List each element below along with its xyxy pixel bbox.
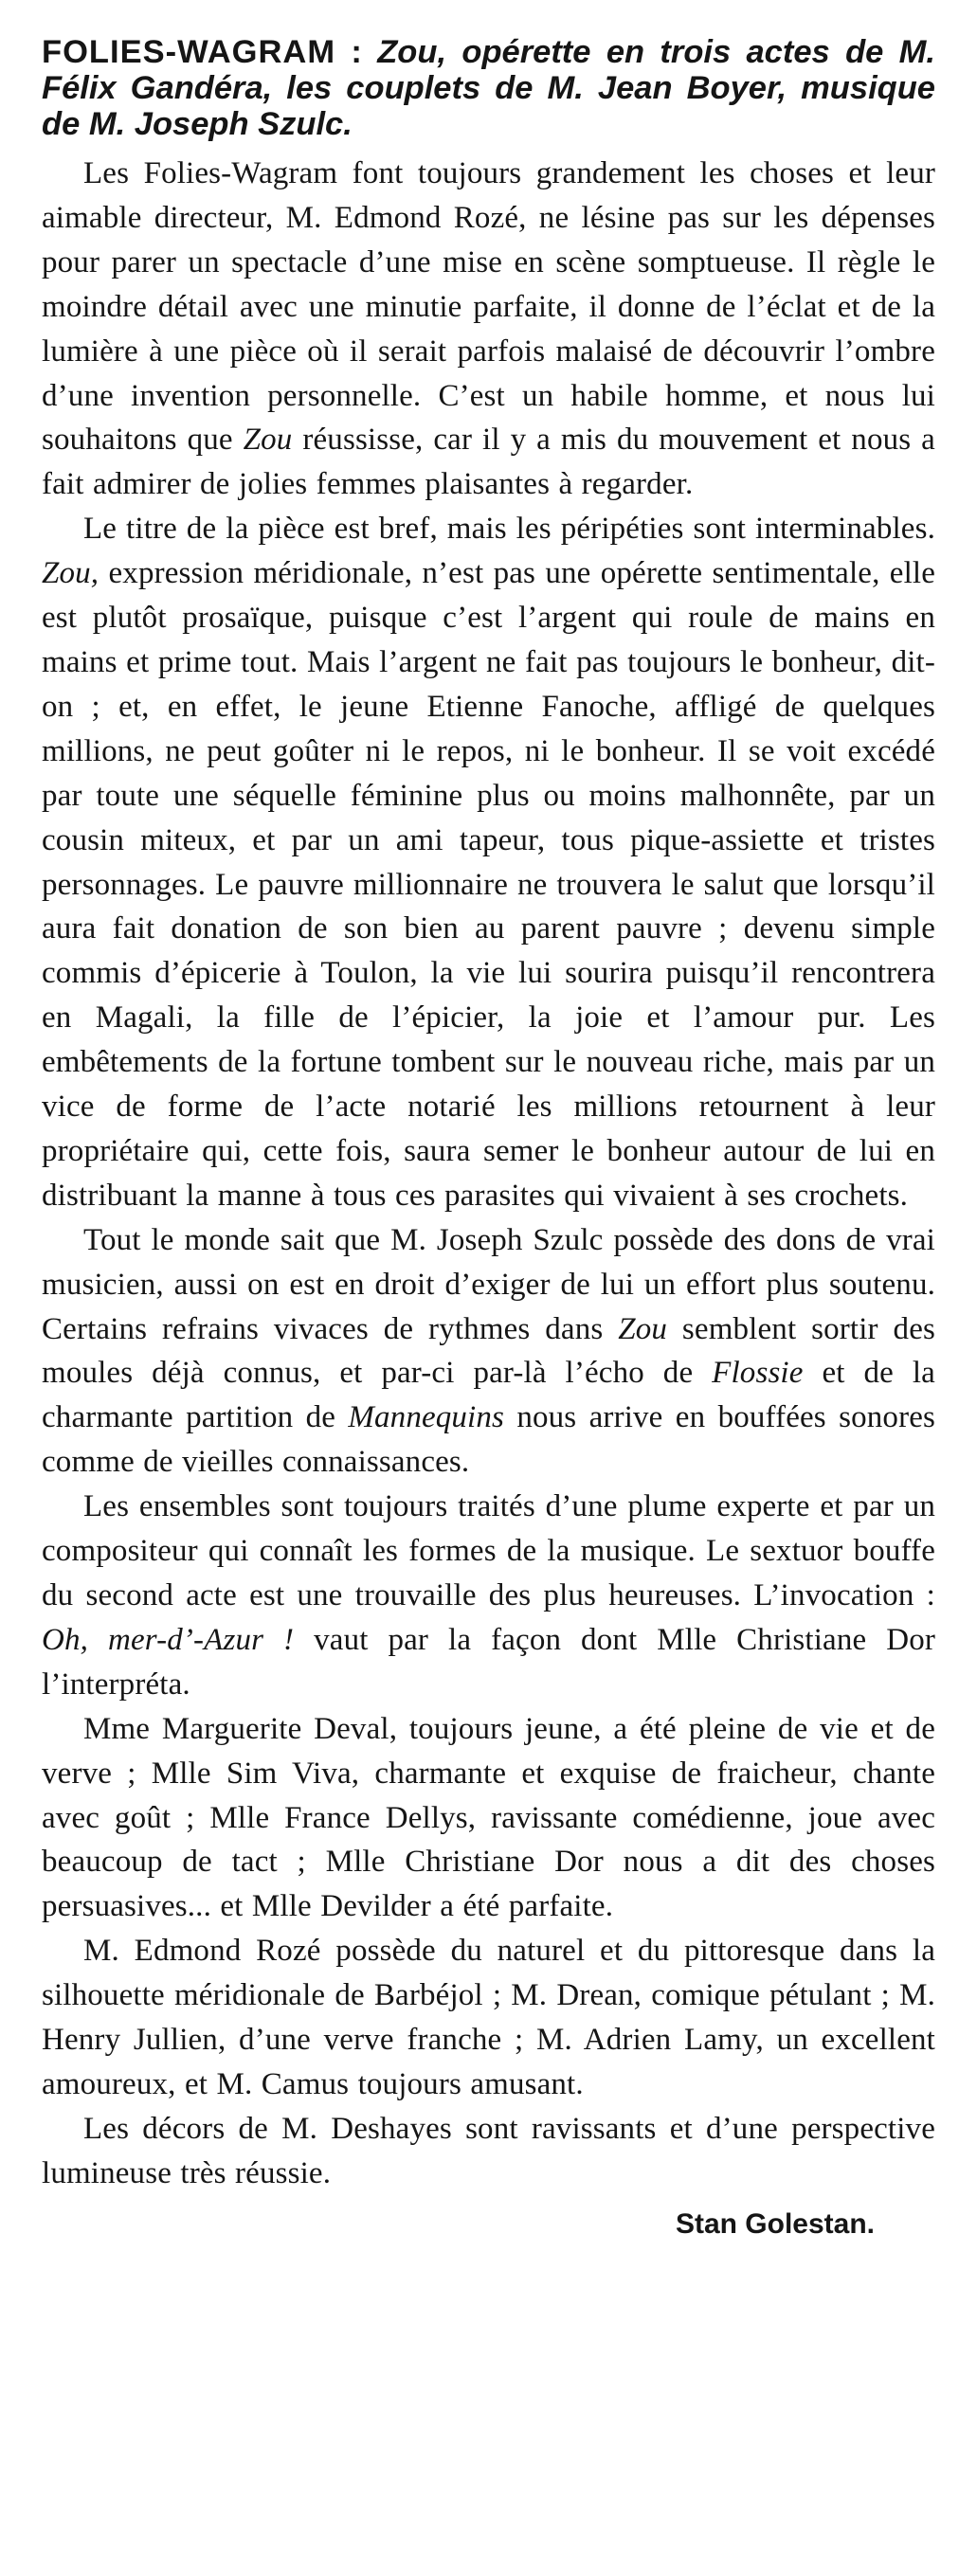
text-run: Mme Marguerite Deval, toujours jeune, a été pleine de vie et de verve ; Mlle Sim Viva, charmante et exquise de fraicheur, chante avec goût ; Mlle France Dellys, ravissante comédienne, joue avec beaucoup de tact ; Mlle Christiane Dor nous a dit des choses persuasives... et Mlle Devilder a été parfaite. bbox=[42, 1711, 935, 1924]
text-run: expression méridionale, n’est pas une opérette sentimentale, elle est plutôt prosaïque, puisque c’est l’argent qui roule de mains en mains et prime tout. Mais l’argent ne fait pas toujours le bonheur, dit-on ; et, en effet, le jeune Etienne Fanoche, affligé de quelques millions, ne peut goûter ni le repos, ni le bonheur. Il se voit excédé par toute une séquelle féminine plus ou moins malhonnête, par un cousin miteux, et par un ami tapeur, tous pique-assiette et tristes personnages. Le pauvre millionnaire ne trouvera le salut que lorsqu’il aura fait donation de son bien au parent pauvre ; devenu simple commis d’épicerie à Toulon, la vie lui sourira puisqu’il rencontrera en Magali, la fille de l’épicier, la joie et l’amour pur. Les embêtements de la fortune tombent sur le nouveau riche, mais par un vice de forme de l’acte notarié les millions retournent à leur propriétaire qui, cette fois, saura semer le bonheur autour de lui en distribuant la manne à tous ces parasites qui vivaient à ses crochets. bbox=[42, 556, 935, 1213]
italic-title-run: Zou, bbox=[42, 556, 100, 591]
text-run: M. Edmond Rozé possède du naturel et du pittoresque dans la silhouette méridionale de Barbéjol ; M. Drean, comique pétulant ; M. Henry Jullien, d’une verve franche ; M. Adrien Lamy, un excellent amoureux, et M. Camus toujours amusant. bbox=[42, 1934, 935, 2101]
article-paragraph bbox=[42, 1485, 935, 1707]
text-run: Les Folies-Wagram font toujours grandement les choses et leur aimable directeur, M. Edmond Rozé, ne lésine pas sur les dépenses pour parer un spectacle d’une mise en scène somptueuse. Il règle le moindre détail avec une minutie parfaite, il donne de l’éclat et de la lumière à une pièce où il serait parfois malaisé de découvrir l’ombre d’une invention personnelle. C’est un habile homme, et nous lui souhaitons que bbox=[42, 156, 935, 458]
text-run: Les ensembles sont toujours traités d’une plume experte et par un compositeur qui connaît les formes de la musique. Le sextuor bouffe du second acte est une trouvaille des plus heureuses. L’invocation : bbox=[42, 1489, 935, 1612]
italic-title-run: Zou bbox=[618, 1311, 668, 1346]
article-paragraph bbox=[42, 1218, 935, 1485]
venue-name: FOLIES-WAGRAM bbox=[42, 34, 336, 70]
text-run: semblent sortir des moules déjà connus, et par-ci par-là l’écho de bbox=[42, 1311, 935, 1391]
italic-title-run: Zou bbox=[243, 423, 293, 458]
article-paragraph bbox=[42, 152, 935, 507]
header-separator: : bbox=[335, 34, 378, 70]
italic-title-run: Mannequins bbox=[348, 1400, 505, 1435]
text-run: et de la charmante partition de bbox=[42, 1356, 935, 1435]
text-run: Le titre de la pièce est bref, mais les péripéties sont interminables. bbox=[83, 512, 935, 547]
play-credits: , opérette en trois actes de M. Félix Gandéra, les couplets de M. Jean Boyer, musique de M. Joseph Szulc. bbox=[42, 34, 935, 142]
author-signature: Stan Golestan. bbox=[675, 2207, 875, 2240]
text-run: nous arrive en bouffées sonores comme de vieilles connaissances. bbox=[42, 1400, 935, 1480]
article-paragraph bbox=[42, 507, 935, 1218]
text-run: Les décors de M. Deshayes sont ravissants et d’une perspective lumineuse très réussie. bbox=[42, 2111, 935, 2190]
italic-title-run: Flossie bbox=[712, 1356, 804, 1391]
italic-title-run: Oh, mer-d’-Azur ! bbox=[42, 1622, 295, 1657]
article-paragraph bbox=[42, 2107, 935, 2196]
article-paragraph bbox=[42, 1929, 935, 2107]
article-body bbox=[42, 152, 935, 2196]
article-header bbox=[42, 34, 935, 142]
text-run: réussisse, car il y a mis du mouvement et nous a fait admirer de jolies femmes plaisantes à regarder. bbox=[42, 423, 935, 502]
text-run: Tout le monde sait que M. Joseph Szulc possède des dons de vrai musicien, aussi on est en droit d’exiger de lui un effort plus soutenu. Certains refrains vivaces de rythmes dans bbox=[42, 1222, 935, 1346]
text-run: vaut par la façon dont Mlle Christiane Dor l’interpréta. bbox=[42, 1622, 935, 1702]
article-paragraph bbox=[42, 1707, 935, 1930]
play-title: Zou bbox=[377, 34, 438, 70]
